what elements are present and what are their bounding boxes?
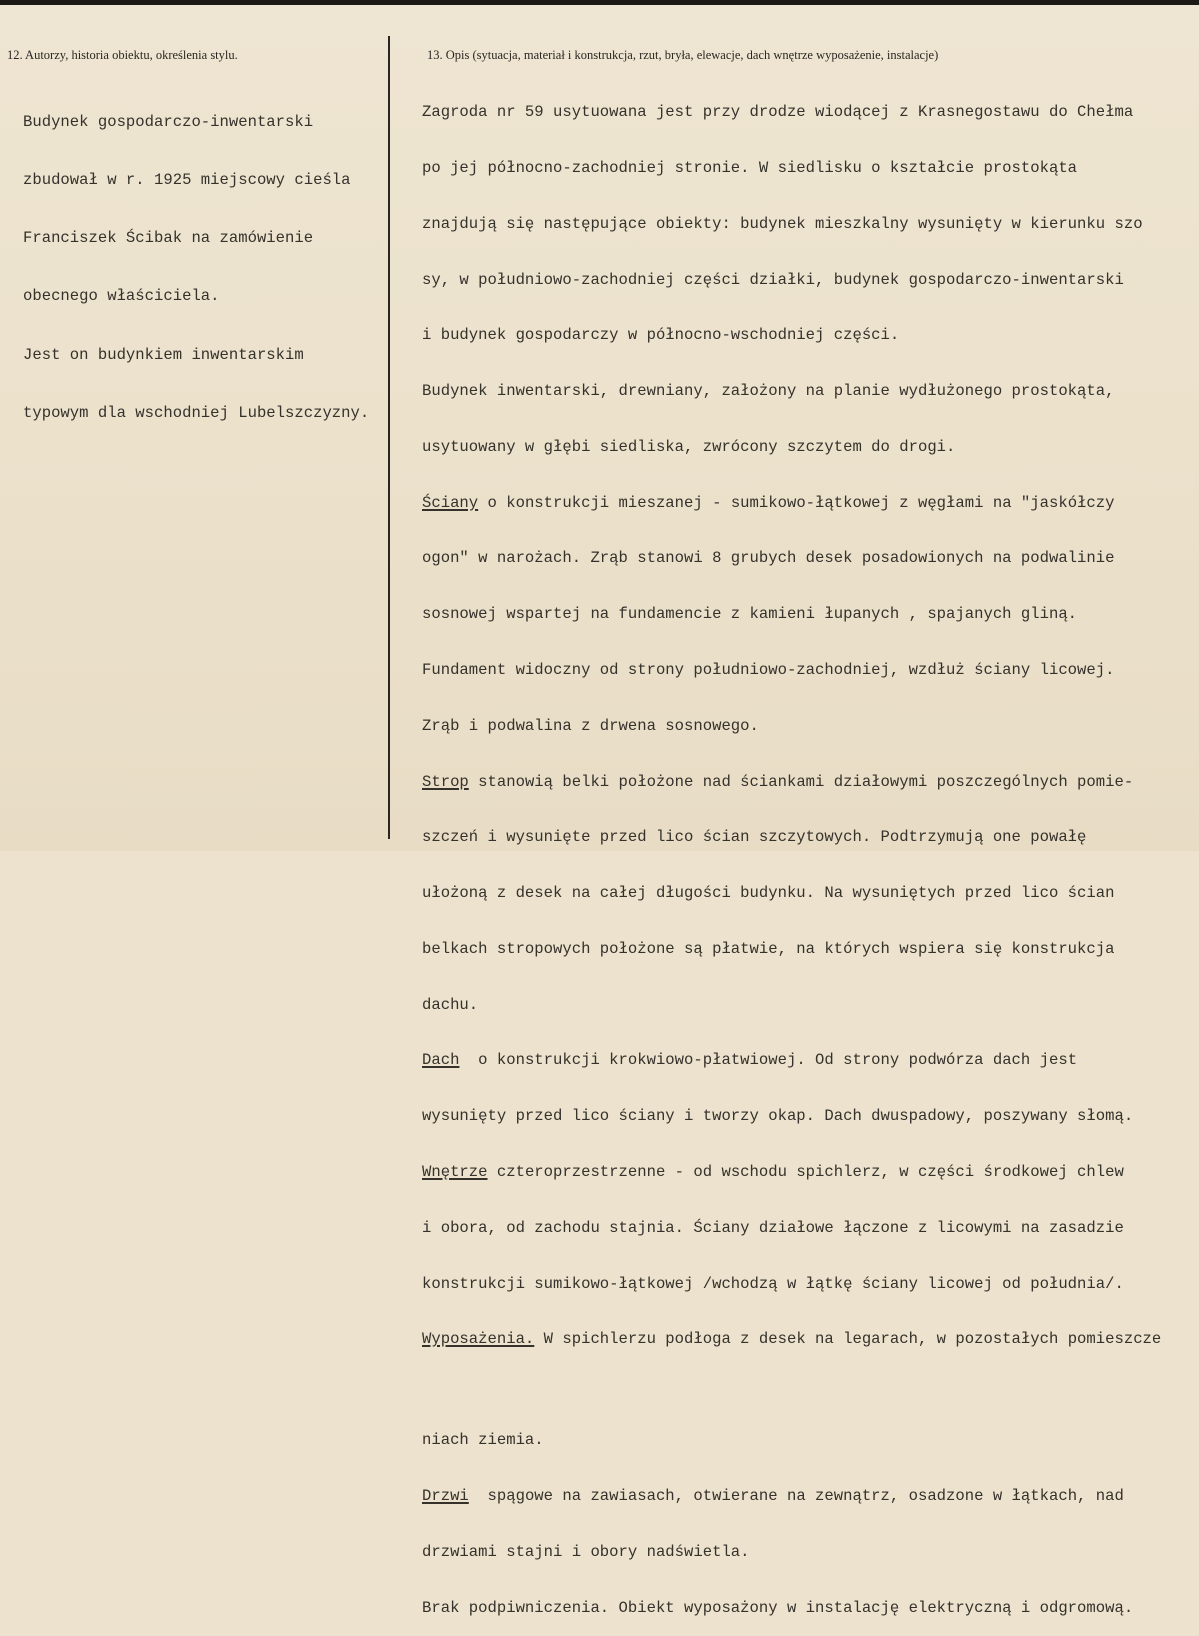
section-13-heading: 13. Opis (sytuacja, materiał i konstrukcja, rzut, bryła, elewacje, dach wnętrze wyposażenie, instalacje) (427, 48, 939, 62)
keyword-drzwi: Drzwi (422, 1487, 469, 1506)
text-line: belkach stropowych położone są płatwie, na których wspiera się konstrukcja (422, 939, 1115, 958)
text-line: Budynek inwentarski, drewniany, założony na planie wydłużonego prostokąta, (422, 382, 1115, 401)
section-12-heading: 12. Autorzy, historia obiektu, określenia stylu. (7, 48, 238, 62)
text-line (422, 1051, 1199, 1070)
text-line: niach ziemia. (422, 1431, 544, 1450)
text-line (422, 773, 1199, 792)
text-line: Jest on budynkiem inwentarskim (23, 345, 304, 364)
text-line (422, 1330, 1199, 1349)
text-line: Fundament widoczny od strony południowo-zachodniej, wzdłuż ściany licowej. (422, 661, 1115, 679)
text-line: ułożoną z desek na całej długości budynku. Na wysuniętych przed lico ścian (422, 884, 1115, 903)
text-line: Franciszek Ścibak na zamówienie (23, 229, 314, 248)
text-line (422, 1487, 1199, 1506)
keyword-dach: Dach (422, 1051, 460, 1070)
text-line: Budynek gospodarczo-inwentarski (23, 112, 314, 131)
text-line: znajdują się następujące obiekty: budynek mieszkalny wysunięty w kierunku szo (422, 214, 1143, 233)
text-line: Brak podpiwniczenia. Obiekt wyposażony w instalację elektryczną i odgromową. (422, 1598, 1134, 1617)
column-divider (388, 36, 390, 839)
keyword-wyposazenia: Wyposażenia. (422, 1330, 535, 1349)
text-run: spągowe na zawiasach, otwierane na zewnątrz, osadzone w łątkach, nad (468, 1487, 1124, 1506)
text-line (422, 1163, 1199, 1182)
text-line: i budynek gospodarczy w północno-wschodniej części. (422, 326, 900, 345)
text-run: czteroprzestrzenne - od wschodu spichlerz, w części środkowej chlew (487, 1163, 1124, 1182)
text-line: typowym dla wschodniej Lubelszczyzny. (23, 403, 370, 422)
text-run: W spichlerzu podłoga z desek na legarach, w pozostałych pomieszcze (534, 1330, 1162, 1349)
text-line: Zrąb i podwalina z drwena sosnowego. (422, 716, 759, 735)
line-gap (422, 1386, 1199, 1394)
text-line: po jej północno-zachodniej stronie. W siedlisku o kształcie prostokąta (422, 158, 1078, 177)
keyword-strop: Strop (422, 772, 469, 791)
keyword-wnetrze: Wnętrze (422, 1163, 488, 1182)
text-run: stanowią belki położone nad ściankami działowymi poszczególnych pomie- (468, 772, 1134, 791)
text-line: Zagroda nr 59 usytuowana jest przy drodze wiodącej z Krasnegostawu do Chełma (422, 103, 1134, 122)
text-line: usytuowany w głębi siedliska, zwrócony szczytem do drogi. (422, 437, 956, 456)
text-line: i obora, od zachodu stajnia. Ściany działowe łączone z licowymi na zasadzie (422, 1218, 1124, 1237)
text-line: sosnowej wspartej na fundamencie z kamieni łupanych , spajanych gliną. (422, 605, 1078, 624)
text-line: obecnego właściciela. (23, 287, 220, 306)
keyword-sciany: Ściany (422, 493, 479, 512)
text-line: dachu. (422, 995, 479, 1014)
text-line: drzwiami stajni i obory nadświetla. (422, 1542, 750, 1561)
text-run: o konstrukcji mieszanej - sumikowo-łątkowej z węgłami na "jaskółczy (478, 493, 1115, 512)
text-line: konstrukcji sumikowo-łątkowej /wchodzą w łątkę ściany licowej od południa/. (422, 1274, 1124, 1293)
text-run: o konstrukcji krokwiowo-płatwiowej. Od strony podwórza dach jest (459, 1051, 1078, 1070)
section-12-body (23, 74, 388, 443)
text-line (422, 494, 1199, 513)
text-line: zbudował w r. 1925 miejscowy cieśla (23, 171, 351, 190)
text-line: szczeń i wysunięte przed lico ścian szczytowych. Podtrzymują one powałę (422, 828, 1087, 847)
text-line: ogon" w narożach. Zrąb stanowi 8 grubych desek posadowionych na podwalinie (422, 549, 1115, 568)
text-line: wysunięty przed lico ściany i tworzy okap. Dach dwuspadowy, poszywany słomą. (422, 1107, 1134, 1126)
text-line: sy, w południowo-zachodniej części działki, budynek gospodarczo-inwentarski (422, 270, 1124, 289)
